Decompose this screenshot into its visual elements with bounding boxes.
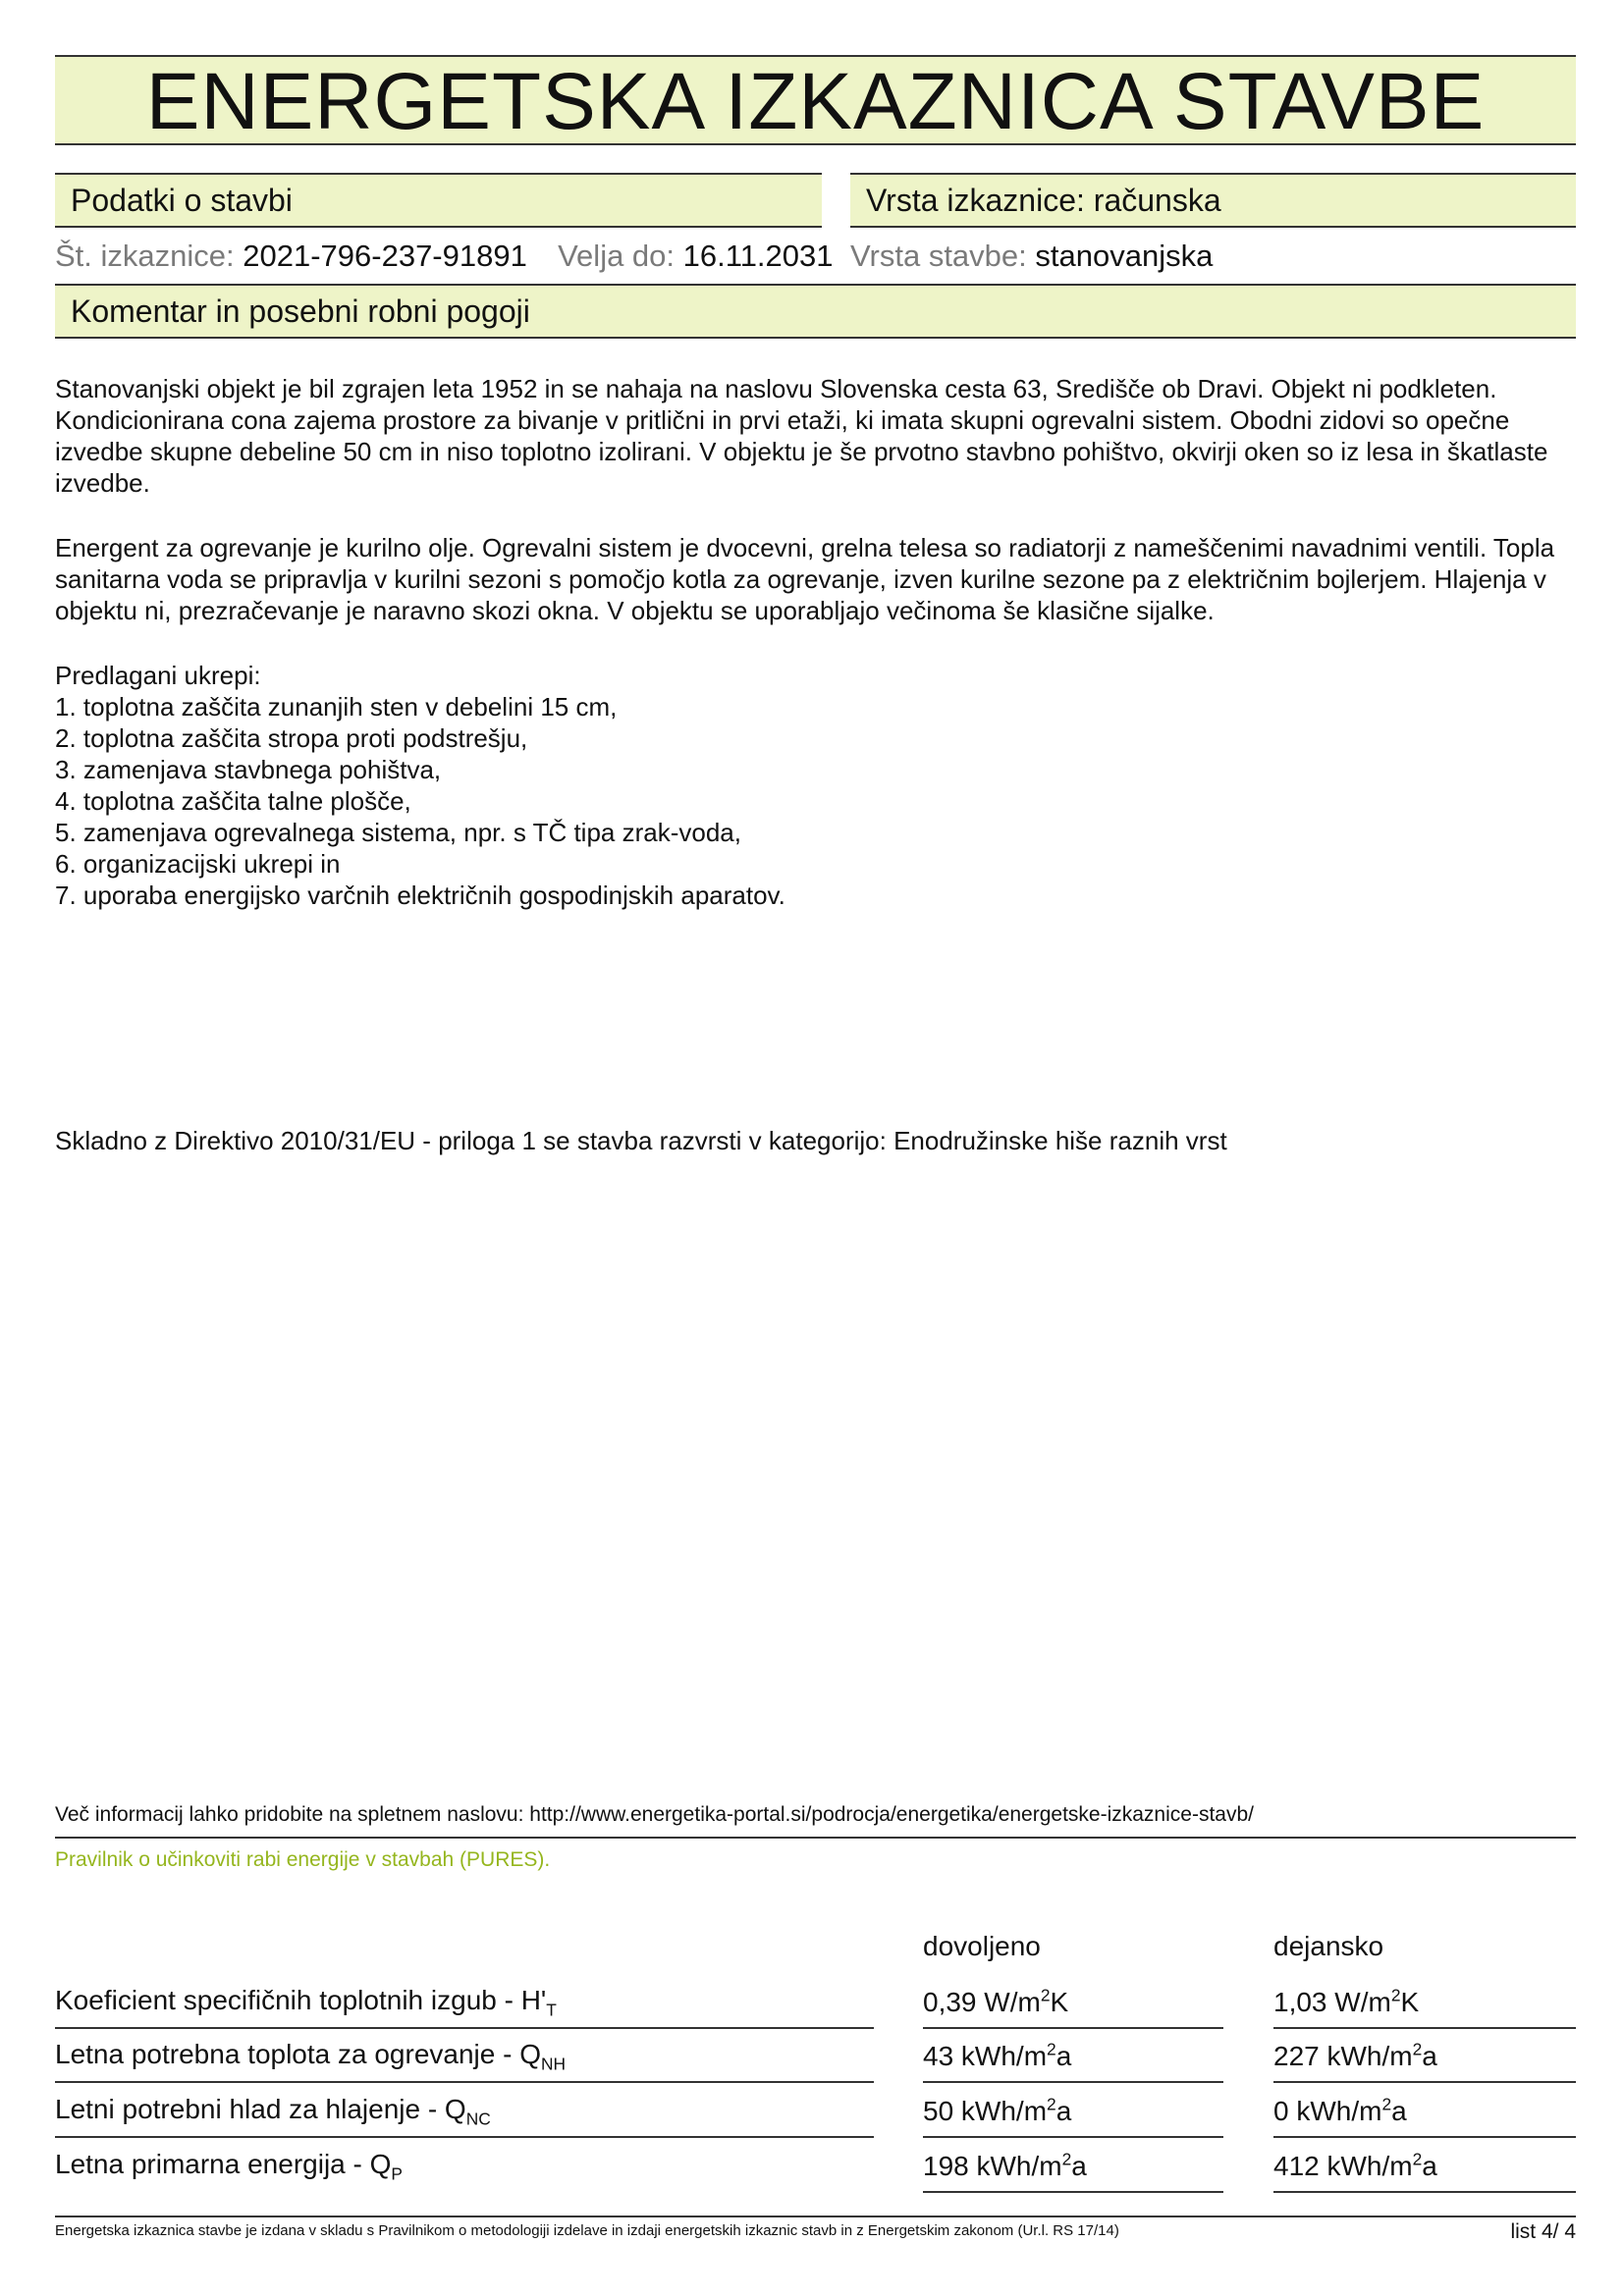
measure-item: 2. toplotna zaščita stropa proti podstrešju, — [55, 723, 528, 753]
row-divider — [55, 2081, 874, 2083]
card-number: 2021-796-237-91891 — [243, 239, 527, 273]
building-data-heading: Podatki o stavbi — [71, 183, 293, 218]
footer-divider — [55, 2216, 1576, 2217]
description-paragraph-2: Energent za ogrevanje je kurilno olje. Ogrevalni sistem je dvocevni, grelna telesa so radiatorji z nameščenimi navadnimi ventili. Topla sanitarna voda se pripravlja v kurilni sezoni s pomočjo kotla za ogrevanje, izven kurilne sezone pa z električnim bojlerjem. Hlajenja v objektu ni, prezračevanje je naravno skozi okna. V objektu se uporabljajo večinoma še klasične sijalke. — [55, 533, 1555, 625]
table-cell-allowed: 50 kWh/$m^2a$ — [923, 2094, 1072, 2126]
col-allowed-header: dovoljeno — [923, 1931, 1041, 1961]
building-type-label: Vrsta stavbe: — [850, 239, 1027, 273]
table-cell-allowed: 0,39 $W/m^2K$ — [923, 1985, 1069, 2017]
table-cell-actual: 412 kWh/$m^2a$ — [1273, 2149, 1437, 2181]
row-divider — [923, 2191, 1223, 2193]
table-cell-actual: 1,03 $W/m^2K$ — [1273, 1985, 1420, 2017]
valid-until-label: Velja do: — [558, 239, 676, 273]
table-row-label: Letna primarna energija - $Q_P$ — [55, 2149, 403, 2184]
building-type: stanovanjska — [1035, 239, 1214, 273]
comment-heading: Komentar in posebni robni pogoji — [71, 294, 530, 329]
building-type-line — [850, 239, 1213, 274]
row-divider — [1273, 2136, 1576, 2138]
table-row-label: Letna potrebna toplota za ogrevanje - $Q_{NH}$ — [55, 2039, 567, 2074]
row-divider — [1273, 2027, 1576, 2029]
row-divider — [1273, 2081, 1576, 2083]
measure-item: 3. zamenjava stavbnega pohištva, — [55, 755, 442, 784]
col-actual-header: dejansko — [1273, 1931, 1384, 1961]
row-divider — [923, 2136, 1223, 2138]
divider — [55, 1837, 1576, 1839]
card-number-label: Št. izkaznice: — [55, 239, 235, 273]
page-title: ENERGETSKA IZKAZNICA STAVBE — [145, 57, 1486, 146]
description-paragraph-1: Stanovanjski objekt je bil zgrajen leta 1952 in se nahaja na naslovu Slovenska cesta 63, Središče ob Dravi. Objekt ni podkleten. Kondicionirana cona zajema prostore za bivanje v pritlični in prvi etaži, ki imata skupni ogrevalni sistem. Obodni zidovi so opečne izvedbe skupne debeline 50 cm in niso toplotno izolirani. V objektu je še prvotno stavbno pohištvo, okvirji oken so iz lesa in škatlaste izvedbe. — [55, 374, 1548, 498]
table-cell-actual: 227 kWh/$m^2a$ — [1273, 2039, 1437, 2071]
regulation-link[interactable]: Pravilnik o učinkoviti rabi energije v stavbah (PURES). — [55, 1848, 551, 1871]
building-data-header — [55, 173, 822, 228]
card-type-header — [850, 173, 1576, 228]
row-divider — [55, 2027, 874, 2029]
table-cell-allowed: 198 kWh/$m^2a$ — [923, 2149, 1087, 2181]
measure-item: 7. uporaba energijsko varčnih električnih gospodinjskih aparatov. — [55, 881, 785, 910]
valid-until: 16.11.2031 — [682, 239, 834, 273]
measures-heading: Predlagani ukrepi: — [55, 661, 261, 690]
row-divider — [1273, 2191, 1576, 2193]
row-divider — [923, 2027, 1223, 2029]
measures-list — [55, 660, 1572, 911]
footer-text: Energetska izkaznica stavbe je izdana v skladu s Pravilnikom o metodologiji izdelave in izdaji energetskih izkaznic stavb in z Energetskim zakonom (Ur.l. RS 17/14) — [55, 2222, 1119, 2239]
comment-header — [55, 284, 1576, 339]
card-number-line — [55, 239, 834, 274]
row-divider — [923, 2081, 1223, 2083]
row-divider — [55, 2136, 874, 2138]
measure-item: 4. toplotna zaščita talne plošče, — [55, 786, 411, 816]
measure-item: 5. zamenjava ogrevalnega sistema, npr. s TČ tipa zrak-voda, — [55, 818, 741, 847]
table-row-label: Koeficient specifičnih toplotnih izgub - $H'_T$ — [55, 1985, 557, 2020]
table-cell-allowed: 43 kWh/$m^2a$ — [923, 2039, 1072, 2071]
directive-text: Skladno z Direktivo 2010/31/EU - priloga 1 se stavba razvrsti v kategorijo: Enodružinske hiše raznih vrst — [55, 1126, 1227, 1155]
card-type: Vrsta izkaznice: računska — [866, 183, 1221, 218]
measure-item: 6. organizacijski ukrepi in — [55, 849, 341, 879]
measure-item: 1. toplotna zaščita zunanjih sten v debelini 15 cm, — [55, 692, 618, 721]
table-row-label: Letni potrebni hlad za hlajenje - $Q_{NC}$ — [55, 2094, 491, 2129]
page-number: list 4/ 4 — [1510, 2220, 1576, 2243]
title-banner — [55, 55, 1576, 145]
more-info: Več informacij lahko pridobite na spletnem naslovu: http://www.energetika-portal.si/podrocja/energetika/energetske-izkaznice-stavb/ — [55, 1803, 1254, 1826]
table-cell-actual: 0 kWh/$m^2a$ — [1273, 2094, 1407, 2126]
